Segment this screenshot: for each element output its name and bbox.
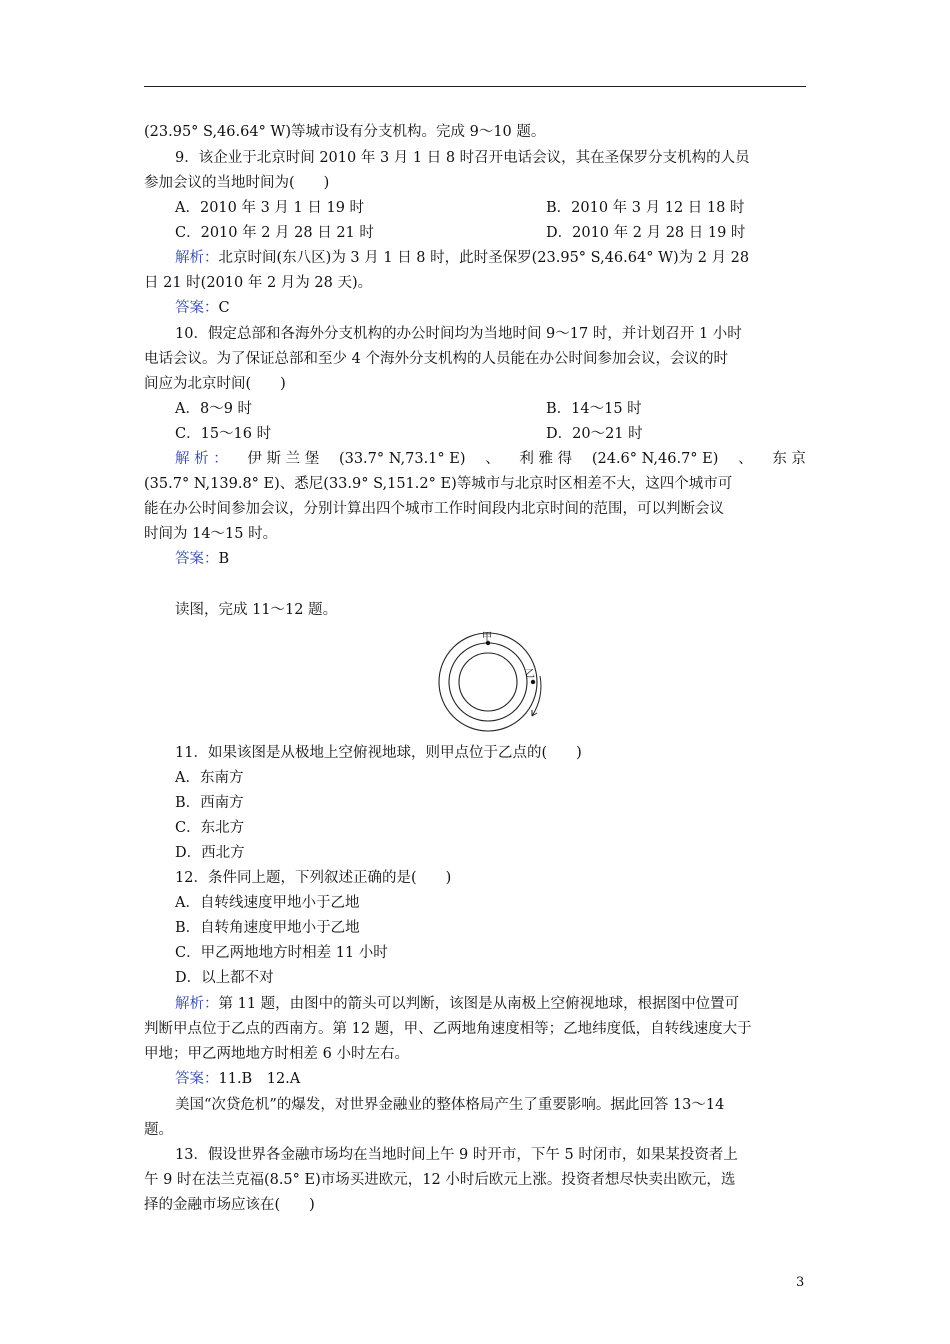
option-b: B．2010 年 3 月 12 日 18 时: [546, 200, 745, 216]
text-line: 日 21 时(2010 年 2 月为 28 天)。: [144, 275, 373, 291]
polar-view-diagram: [430, 630, 550, 735]
explanation-label: 解析：: [175, 996, 219, 1012]
answer-value: B: [218, 551, 230, 567]
answer-label: 答案：: [175, 300, 219, 316]
question-12: 12．条件同上题，下列叙述正确的是( ): [175, 870, 452, 886]
explanation: [175, 248, 749, 268]
explanation: [175, 449, 806, 469]
option-c: C．东北方: [175, 820, 245, 836]
explanation-text: 、: [485, 451, 500, 467]
text-line: 判断甲点位于乙点的西南方。第 12 题，甲、乙两地角速度相等；乙地纬度低，自转线速度大于: [144, 1021, 752, 1037]
answer-label: 答案：: [175, 551, 219, 567]
text-line: (23.95° S,46.64° W)等城市设有分支机构。完成 9～10 题。: [144, 124, 546, 140]
explanation-text: 伊 斯 兰 堡: [247, 451, 320, 467]
text-line: 甲地；甲乙两地地方时相差 6 小时左右。: [144, 1046, 409, 1062]
label-yi: 乙: [525, 669, 535, 680]
explanation-text: 利 雅 得: [519, 451, 573, 467]
option-c: C．2010 年 2 月 28 日 21 时: [175, 225, 374, 241]
outer-circle: [439, 633, 537, 731]
question-10: 10．假定总部和各海外分支机构的办公时间均为当地时间 9～17 时，并计划召开 1 小时: [175, 326, 742, 342]
text-line: 择的金融市场应该在( ): [144, 1197, 315, 1213]
explanation-text: 第 11 题，由图中的箭头可以判断，该图是从南极上空俯视地球，根据图中位置可: [218, 996, 740, 1012]
question-13: 13．假设世界各金融市场均在当地时间上午 9 时开市，下午 5 时闭市，如果某投资者上: [175, 1147, 738, 1163]
answer-value: C: [218, 300, 230, 316]
explanation-text: (33.7° N,73.1° E): [338, 451, 466, 467]
answer: [175, 549, 229, 569]
answer-value: 11.B 12.A: [218, 1071, 301, 1087]
text-line: 读图，完成 11～12 题。: [175, 602, 338, 618]
option-b: B．14～15 时: [546, 401, 642, 417]
answer-label: 答案：: [175, 1071, 219, 1087]
text-line: 美国“次贷危机”的爆发，对世界金融业的整体格局产生了重要影响。据此回答 13～14: [175, 1097, 725, 1113]
page-number: 3: [796, 1275, 805, 1290]
explanation-text: 北京时间(东八区)为 3 月 1 日 8 时，此时圣保罗(23.95° S,46.64° W)为 2 月 28: [218, 250, 750, 266]
label-jia: 甲: [482, 632, 492, 643]
option-d: D．20～21 时: [546, 426, 643, 442]
question-9: 9．该企业于北京时间 2010 年 3 月 1 日 8 时召开电话会议，其在圣保罗分支机构的人员: [175, 150, 750, 166]
answer: [175, 298, 230, 318]
text-line: (35.7° N,139.8° E)、悉尼(33.9° S,151.2° E)等城市与北京时区相差不大，这四个城市可: [144, 476, 733, 492]
inner-circle: [459, 653, 517, 711]
explanation-text: 、: [738, 451, 753, 467]
explanation-text: (24.6° N,46.7° E): [591, 451, 719, 467]
question-11: 11．如果该图是从极地上空俯视地球，则甲点位于乙点的( ): [175, 745, 582, 761]
option-b: B．西南方: [175, 795, 244, 811]
text-line: 题。: [144, 1122, 173, 1138]
header-rule: [144, 86, 806, 87]
option-b: B．自转角速度甲地小于乙地: [175, 920, 360, 936]
option-a: A．2010 年 3 月 1 日 19 时: [175, 200, 365, 216]
point-yi: [531, 680, 535, 684]
option-d: D．西北方: [175, 845, 245, 861]
text-line: 能在办公时间参加会议，分别计算出四个城市工作时间段内北京时间的范围，可以判断会议: [144, 501, 724, 517]
explanation-label: 解 析 ：: [175, 451, 228, 467]
text-line: 午 9 时在法兰克福(8.5° E)市场买进欧元，12 小时后欧元上涨。投资者想尽快卖出欧元，选: [144, 1172, 736, 1188]
option-d: D．以上都不对: [175, 970, 274, 986]
text-line: 间应为北京时间( ): [144, 376, 286, 392]
option-c: C．甲乙两地地方时相差 11 小时: [175, 945, 388, 961]
text-line: 参加会议的当地时间为( ): [144, 175, 330, 191]
option-d: D．2010 年 2 月 28 日 19 时: [546, 225, 746, 241]
text-line: 电话会议。为了保证总部和至少 4 个海外分支机构的人员能在办公时间参加会议，会议的时: [144, 351, 728, 367]
explanation-text: 东 京: [772, 451, 806, 467]
explanation: [175, 994, 739, 1014]
middle-circle: [449, 643, 527, 721]
option-a: A．8～9 时: [175, 401, 253, 417]
explanation-label: 解析：: [175, 250, 219, 266]
option-a: A．自转线速度甲地小于乙地: [175, 895, 360, 911]
option-c: C．15～16 时: [175, 426, 272, 442]
answer: [175, 1069, 300, 1089]
option-a: A．东南方: [175, 770, 244, 786]
text-line: 时间为 14～15 时。: [144, 526, 278, 542]
